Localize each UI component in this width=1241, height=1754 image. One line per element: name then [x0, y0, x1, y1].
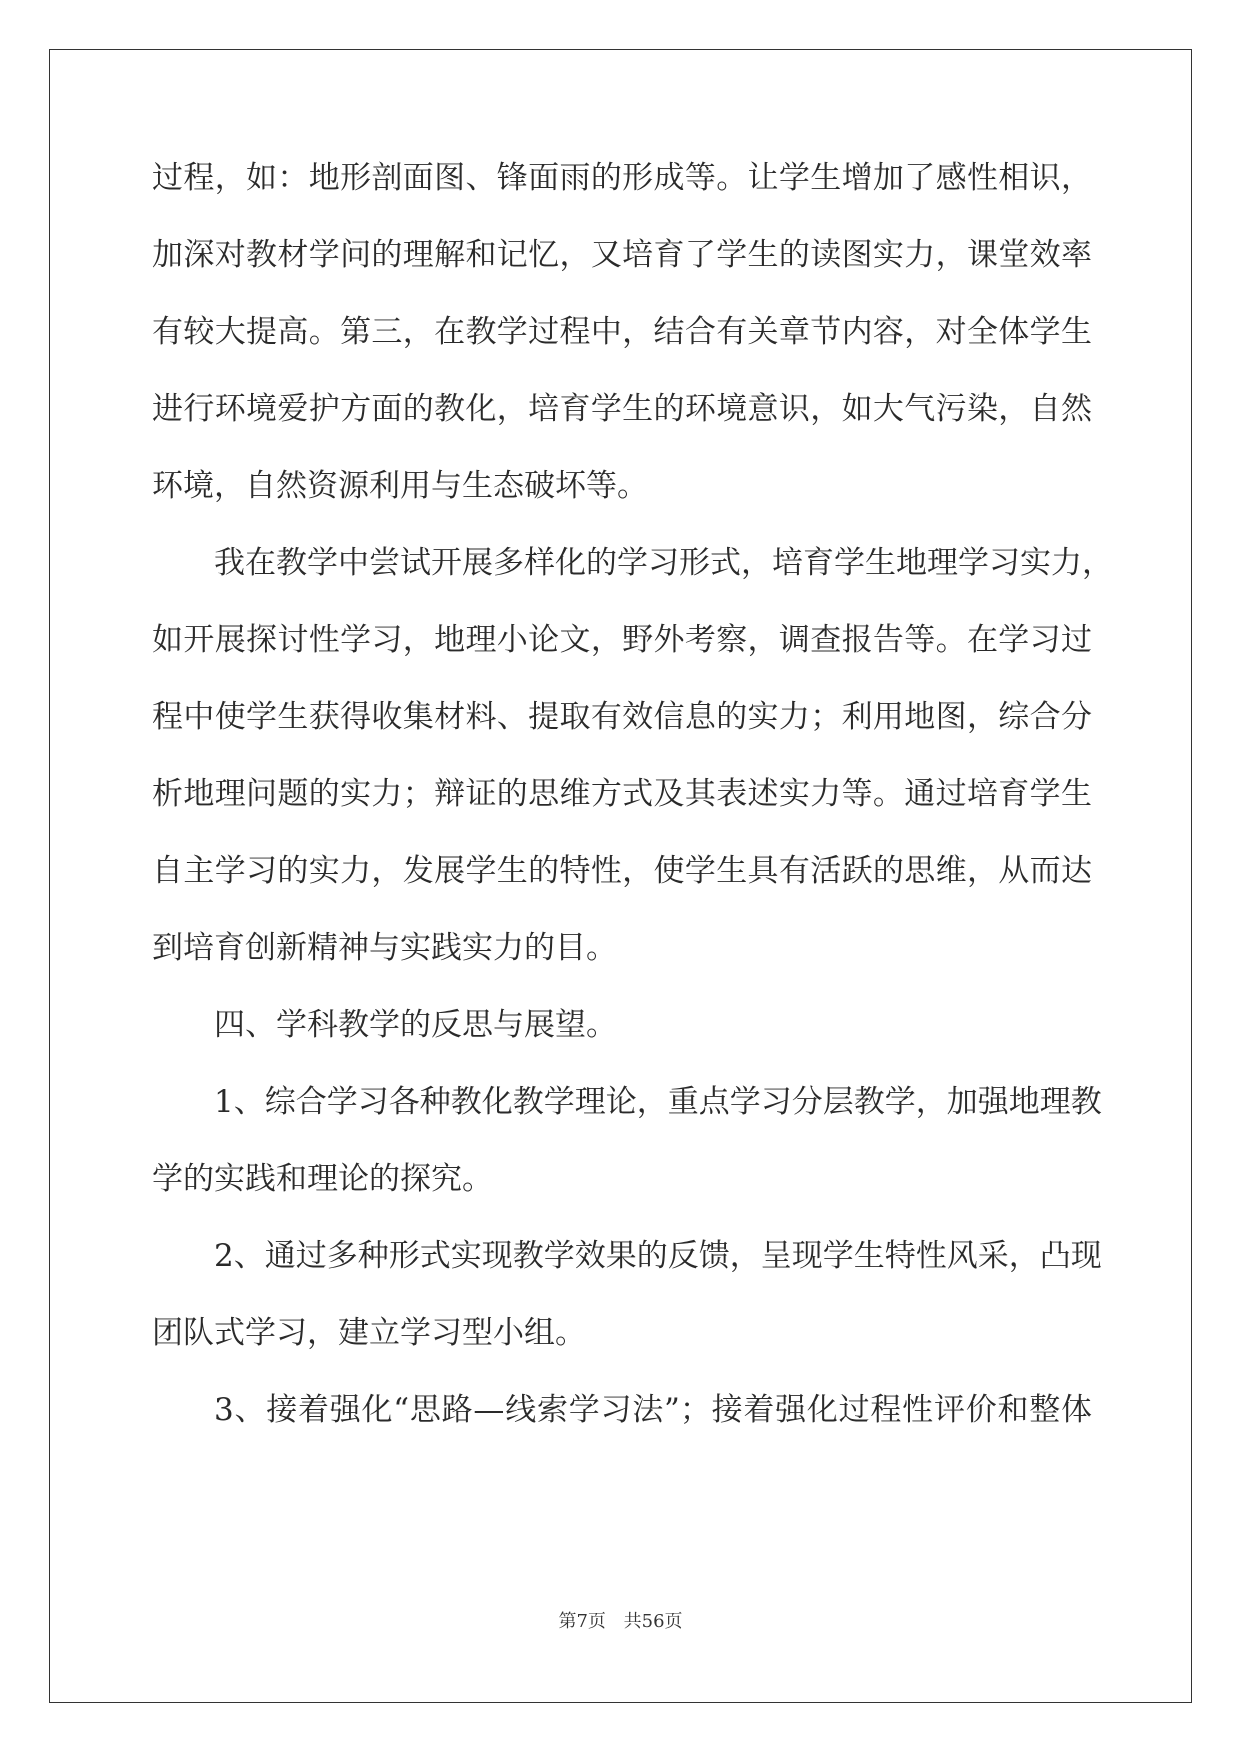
text-line: 环境，自然资源利用与生态破坏等。 [152, 468, 648, 504]
text-line: 进行环境爱护方面的教化，培育学生的环境意识，如大气污染，自然 [152, 391, 1092, 427]
text-line: 团队式学习，建立学习型小组。 [152, 1315, 586, 1351]
text-line: 如开展探讨性学习，地理小论文，野外考察，调查报告等。在学习过 [152, 622, 1092, 658]
page-number: 第7页 [558, 1611, 606, 1632]
text-line: 2、通过多种形式实现教学效果的反馈，呈现学生特性风采，凸现 [214, 1238, 1102, 1274]
text-line: 程中使学生获得收集材料、提取有效信息的实力；利用地图，综合分 [152, 699, 1092, 735]
text-line: 过程，如：地形剖面图、锋面雨的形成等。让学生增加了感性相识， [152, 160, 1092, 196]
text-line: 学的实践和理论的探究。 [152, 1161, 493, 1197]
text-line: 1、综合学习各种教化教学理论，重点学习分层教学，加强地理教 [214, 1084, 1102, 1120]
text-line: 有较大提高。第三，在教学过程中，结合有关章节内容，对全体学生 [152, 314, 1092, 350]
text-line: 析地理问题的实力；辩证的思维方式及其表述实力等。通过培育学生 [152, 776, 1092, 812]
text-line: 我在教学中尝试开展多样化的学习形式，培育学生地理学习实力， [214, 545, 1113, 581]
page-total: 共56页 [623, 1611, 683, 1632]
document-body [152, 140, 1113, 1449]
text-line: 自主学习的实力，发展学生的特性，使学生具有活跃的思维，从而达 [152, 853, 1092, 889]
text-line: 加深对教材学问的理解和记忆，又培育了学生的读图实力，课堂效率 [152, 237, 1092, 273]
text-line: 3、接着强化“思路—线索学习法”；接着强化过程性评价和整体 [214, 1392, 1092, 1428]
page-footer [0, 1607, 1241, 1633]
text-line: 到培育创新精神与实践实力的目。 [152, 930, 617, 966]
section-heading: 四、学科教学的反思与展望。 [214, 1007, 617, 1043]
